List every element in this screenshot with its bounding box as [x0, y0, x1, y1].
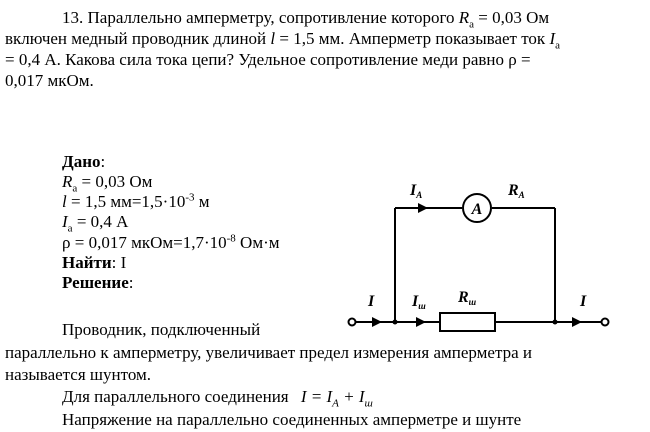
arrow-i-left-icon [372, 317, 382, 327]
given-title: Дано: [62, 152, 106, 171]
body-p1a: Проводник, подключенный [62, 320, 261, 339]
body-p2-text: Для параллельного соединения [62, 387, 289, 406]
given-l-symbol: l [62, 192, 67, 211]
problem-line-2 [5, 29, 561, 52]
ra-subscript: а [469, 18, 475, 31]
label-ra [507, 182, 525, 200]
given-ra-symbol: R [62, 172, 73, 191]
label-ia-sub: A [416, 190, 423, 200]
given-l-unit: м [194, 192, 210, 211]
given-rho-value: ρ = 0,017 мкОм=1,7·10 [62, 233, 227, 252]
ra-symbol: R [458, 8, 470, 27]
l-symbol: l [270, 29, 276, 48]
label-ia-main: I [410, 182, 417, 199]
problem-text-2a: включен медный проводник длиной [5, 29, 271, 48]
find-line [62, 253, 126, 273]
label-ra-main: R [508, 182, 519, 199]
ia-subscript: а [555, 39, 561, 52]
label-rsh [457, 289, 477, 307]
problem-text-1b: = 0,03 Ом [474, 8, 550, 27]
label-ish-sub: ш [418, 301, 426, 311]
problem-line-1 [62, 8, 550, 31]
circuit-diagram [340, 170, 620, 340]
given-l-value: = 1,5 мм=1,5·10 [66, 192, 186, 211]
terminal-right-icon [602, 319, 609, 326]
problem-number: 13. [62, 8, 84, 27]
label-ra-sub: A [518, 190, 525, 200]
find-label: Найти [62, 253, 112, 272]
given-l [62, 192, 210, 212]
parallel-formula [300, 387, 373, 410]
body-p1b: параллельно к амперметру, увеличивает предел измерения амперметра и [5, 343, 532, 362]
given-ia-symbol: I [62, 212, 68, 231]
problem-text-2b: = 1,5 мм. Амперметр показывает ток [275, 29, 550, 48]
arrow-ish-icon [416, 317, 426, 327]
body-p3: Напряжение на параллельно соединенных амперметре и шунте [62, 410, 522, 429]
given-rho-exponent: -8 [226, 232, 236, 245]
given-ra-value: = 0,03 Ом [77, 172, 153, 191]
given-rho-unit: Ом·м [235, 233, 280, 252]
problem-line-4: 0,017 мкОм. [5, 71, 94, 90]
arrow-i-right-icon [572, 317, 582, 327]
given-rho [62, 233, 280, 253]
label-i-left: I [368, 293, 375, 310]
body-p2 [62, 387, 373, 410]
formula-sub-sh: ш [364, 397, 373, 410]
shunt-resistor-icon [440, 313, 495, 331]
arrow-ia-icon [418, 203, 428, 213]
ia-symbol: I [549, 29, 556, 48]
label-i-right: I [580, 293, 587, 310]
solution-colon: : [128, 273, 134, 292]
ammeter-label: A [471, 201, 483, 218]
given-label: Дано [62, 152, 101, 171]
given-ia [62, 212, 129, 235]
formula-plus: + I [338, 387, 365, 406]
problem-line-3: = 0,4 А. Какова сила тока цепи? Удельное сопротивление меди равно ρ = [5, 50, 531, 69]
solution-line [62, 273, 133, 293]
given-ia-value: = 0,4 А [72, 212, 129, 231]
label-rsh-main: R [458, 289, 469, 306]
given-ia-subscript: а [67, 222, 73, 235]
given-ra-subscript: а [72, 182, 78, 195]
problem-text-1: Параллельно амперметру, сопротивление которого [87, 8, 459, 27]
label-ia [409, 182, 422, 200]
formula-sub-a: A [332, 397, 339, 410]
label-ish-main: I [412, 293, 419, 310]
label-ish [411, 293, 426, 311]
given-l-exponent: -3 [185, 191, 195, 204]
formula-lhs: I = I [300, 387, 333, 406]
label-rsh-sub: ш [468, 297, 477, 307]
body-p1c: называется шунтом. [5, 365, 152, 384]
solution-label: Решение [62, 273, 129, 292]
given-ra [62, 172, 153, 195]
terminal-left-icon [349, 319, 356, 326]
find-value: : I [111, 253, 127, 272]
